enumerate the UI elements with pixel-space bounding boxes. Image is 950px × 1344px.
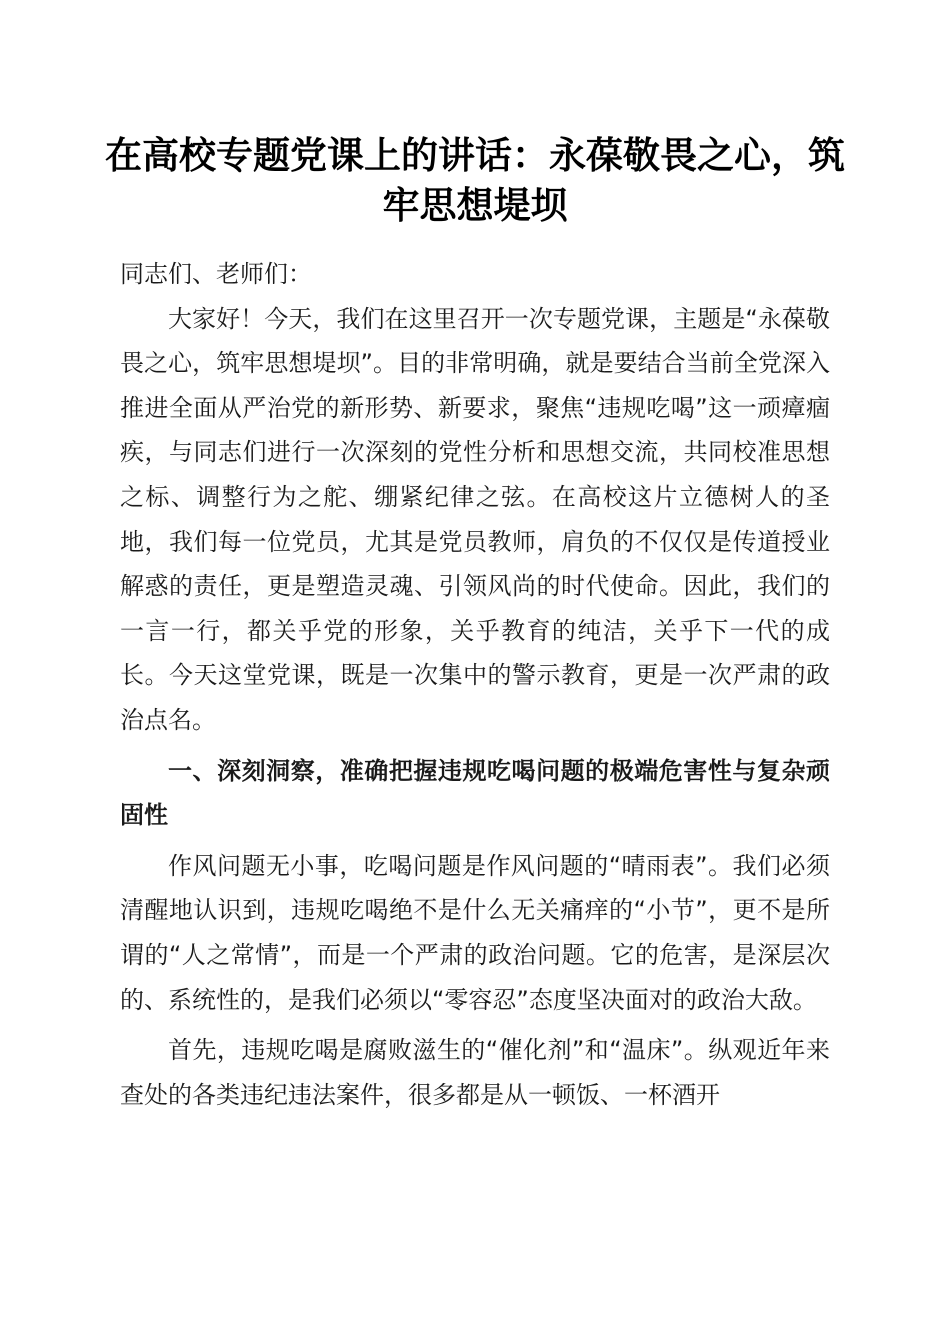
salutation: 同志们、老师们： — [120, 260, 312, 288]
paragraph-section-1: 作风问题无小事，吃喝问题是作风问题的“晴雨表”。我们必须清醒地认识到，违规吃喝绝不是什么无关痛痒的“小节”，更不是所谓的“人之常情”，而是一个严肃的政治问题。它的危害，是深层次的、系统性的，是我们必须以“零容忍”态度坚决面对的政治大敌。 — [120, 851, 830, 1014]
document-body — [120, 252, 830, 1117]
document-title: 在高校专题党课上的讲话：永葆敬畏之心，筑牢思想堤坝 — [105, 133, 845, 227]
section-heading-1: 一、深刻洞察，准确把握违规吃喝问题的极端危害性与复杂顽固性 — [120, 756, 830, 830]
paragraph-first-point: 首先，违规吃喝是腐败滋生的“催化剂”和“温床”。纵观近年来查处的各类违纪违法案件，很多都是从一顿饭、一杯酒开 — [120, 1036, 830, 1109]
paragraph-intro: 大家好！今天，我们在这里召开一次专题党课，主题是“永葆敬畏之心，筑牢思想堤坝”。目的非常明确，就是要结合当前全党深入推进全面从严治党的新形势、新要求，聚焦“违规吃喝”这一顽瘴痼疾，与同志们进行一次深刻的党性分析和思想交流，共同校准思想之标、调整行为之舵、绷紧纪律之弦。在高校这片立德树人的圣地，我们每一位党员，尤其是党员教师，肩负的不仅仅是传道授业解惑的责任，更是塑造灵魂、引领风尚的时代使命。因此，我们的一言一行，都关乎党的形象，关乎教育的纯洁，关乎下一代的成长。今天这堂党课，既是一次集中的警示教育，更是一次严肃的政治点名。 — [120, 304, 830, 734]
